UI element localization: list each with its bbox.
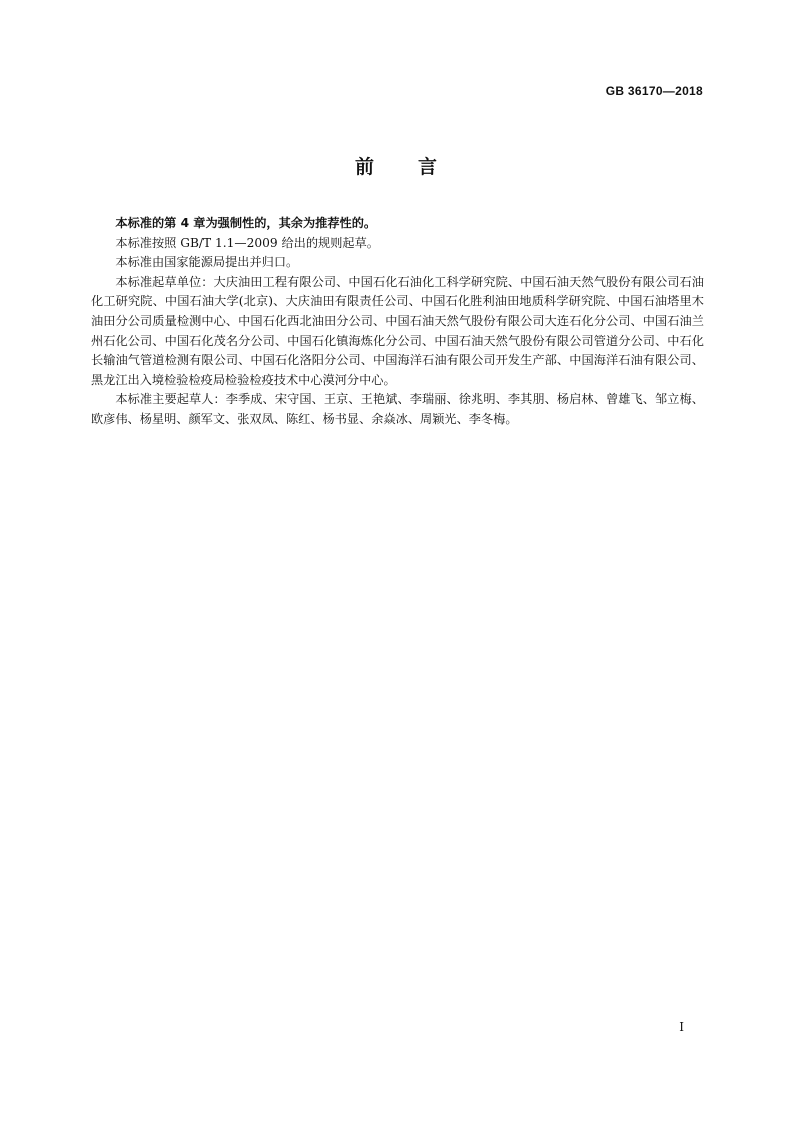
- proposer-paragraph: 本标准由国家能源局提出并归口。: [115, 255, 299, 270]
- standard-code: GB 36170—2018: [605, 84, 703, 98]
- preface-body: [91, 214, 704, 430]
- drafting-units-paragraph: 本标准起草单位：大庆油田工程有限公司、中国石化石油化工科学研究院、中国石油天然气股份有限公司石油化工研究院、中国石油大学(北京)、大庆油田有限责任公司、中国石化胜利油田地质科学研究院、中国石油塔里木油田分公司质量检测中心、中国石化西北油田分公司、中国石油天然气股份有限公司大连石化分公司、中国石油兰州石化公司、中国石化茂名分公司、中国石化镇海炼化分公司、中国石油天然气股份有限公司管道分公司、中石化长输油气管道检测有限公司、中国石化洛阳分公司、中国海洋石油有限公司开发生产部、中国海洋石油有限公司、黑龙江出入境检验检疫局检验检疫技术中心漠河分中心。: [91, 274, 704, 387]
- page-title: 前 言: [354, 156, 439, 178]
- drafting-rules-paragraph: 本标准按照 GB/T 1.1—2009 给出的规则起草。: [115, 235, 379, 250]
- mandatory-clause-paragraph: 本标准的第 4 章为强制性的，其余为推荐性的。: [115, 216, 377, 230]
- page-number: I: [679, 1020, 684, 1034]
- drafters-paragraph: 本标准主要起草人：李季成、宋守国、王京、王艳斌、李瑞丽、徐兆明、李其朋、杨启林、曾雄飞、邹立梅、欧彦伟、杨星明、颜军文、张双凤、陈红、杨书显、余焱冰、周颖光、李冬梅。: [91, 392, 704, 426]
